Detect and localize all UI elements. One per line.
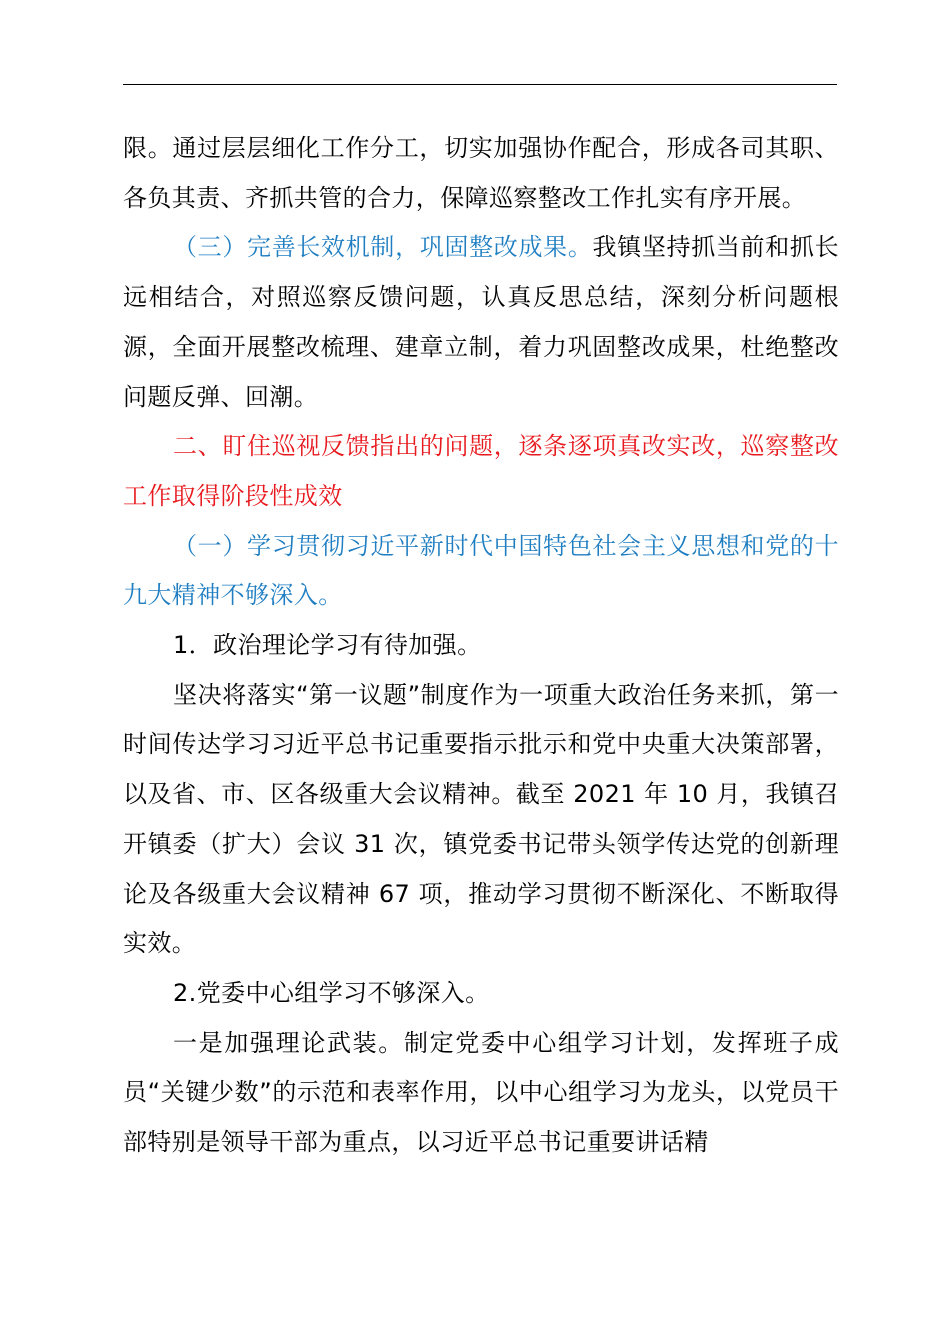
- item-text: 2.党委中心组学习不够深入。: [173, 978, 490, 1007]
- header-rule: [123, 84, 837, 85]
- subheading-study-implementation: [123, 522, 839, 621]
- paragraph-text: 我镇坚持抓当前和抓长远相结合，对照巡察反馈问题，认真反思总结，深刻分析问题根源，全面开展整改梳理、建章立制，着力巩固整改成果，杜绝整改问题反弹、回潮。: [123, 233, 839, 411]
- item-political-study: [123, 621, 839, 671]
- section-heading-text: 二、盯住巡视反馈指出的问题，逐条逐项真改实改，巡察整改工作取得阶段性成效: [123, 432, 839, 510]
- paragraph-first-agenda: [123, 671, 839, 969]
- paragraph-text: 坚决将落实“第一议题”制度作为一项重大政治任务来抓，第一时间传达学习习近平总书记重要指示批示和党中央重大决策部署，以及省、市、区各级重大会议精神。截至 2021 年 10 月，我镇召开镇委（扩大）会议 31 次，镇党委书记带头领学传达党的创新理论及各级重大会议精神 67 项，推动学习贯彻不断深化、不断取得实效。: [123, 680, 839, 958]
- section-heading-two: [123, 422, 839, 521]
- paragraph-theory-armament: [123, 1019, 839, 1168]
- paragraph-improve-mechanism: [123, 223, 839, 422]
- subheading-text: （一）学习贯彻习近平新时代中国特色社会主义思想和党的十九大精神不够深入。: [123, 531, 839, 610]
- subheading-improve-mechanism: （三）完善长效机制，巩固整改成果。: [173, 233, 593, 262]
- item-central-group-study: [123, 969, 839, 1019]
- document-body: [123, 124, 839, 1168]
- paragraph-text: 限。通过层层细化工作分工，切实加强协作配合，形成各司其职、各负其责、齐抓共管的合力，保障巡察整改工作扎实有序开展。: [123, 134, 839, 212]
- paragraph-text: 一是加强理论武装。制定党委中心组学习计划，发挥班子成员“关键少数”的示范和表率作用，以中心组学习为龙头，以党员干部特别是领导干部为重点，以习近平总书记重要讲话精: [123, 1028, 839, 1157]
- item-text: 1．政治理论学习有待加强。: [173, 631, 482, 660]
- paragraph-continuation: [123, 124, 839, 223]
